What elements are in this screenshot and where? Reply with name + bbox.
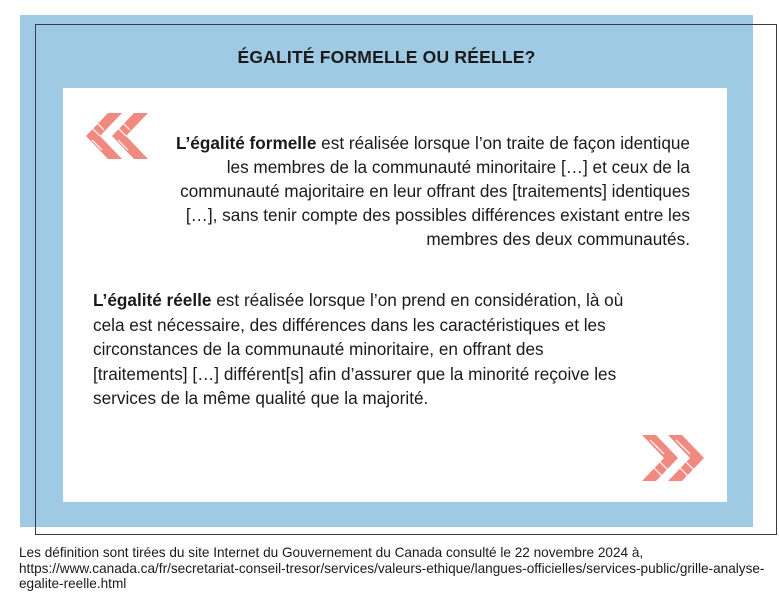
left-double-chevron-quote-icon — [82, 110, 152, 162]
source-footnote: Les définition sont tirées du site Internet du Gouvernement du Canada consulté le 22 novembre 2024 à, https://www.canada.ca/fr/secretariat-conseil-tresor/services/valeurs-ethique/langues-officielles/services-public/grille-analyse-egalite-reelle.html — [19, 545, 765, 591]
substantive-equality-term: L’égalité réelle — [93, 290, 212, 310]
substantive-equality-text: est réalisée lorsque l’on prend en considération, là où cela est nécessaire, des différences dans les caractéristiques et les circonstances de la communauté minoritaire, en offrant des [traitements] […] différent[s] afin d’assurer que la minorité reçoive les services de la même qualité que la majorité. — [93, 290, 624, 408]
formal-equality-term: L’égalité formelle — [175, 133, 317, 153]
formal-equality-definition — [170, 131, 690, 251]
substantive-equality-definition — [93, 288, 627, 411]
right-double-chevron-quote-icon — [638, 432, 710, 484]
formal-equality-text: est réalisée lorsque l’on traite de façon identique les membres de la communauté minoritaire […] et ceux de la communauté majoritaire en leur offrant des [traitements] identiques […], sans tenir compte des possibles différences existant entre les membres des deux communautés. — [180, 133, 690, 249]
page-title: ÉGALITÉ FORMELLE OU RÉELLE? — [237, 47, 536, 67]
